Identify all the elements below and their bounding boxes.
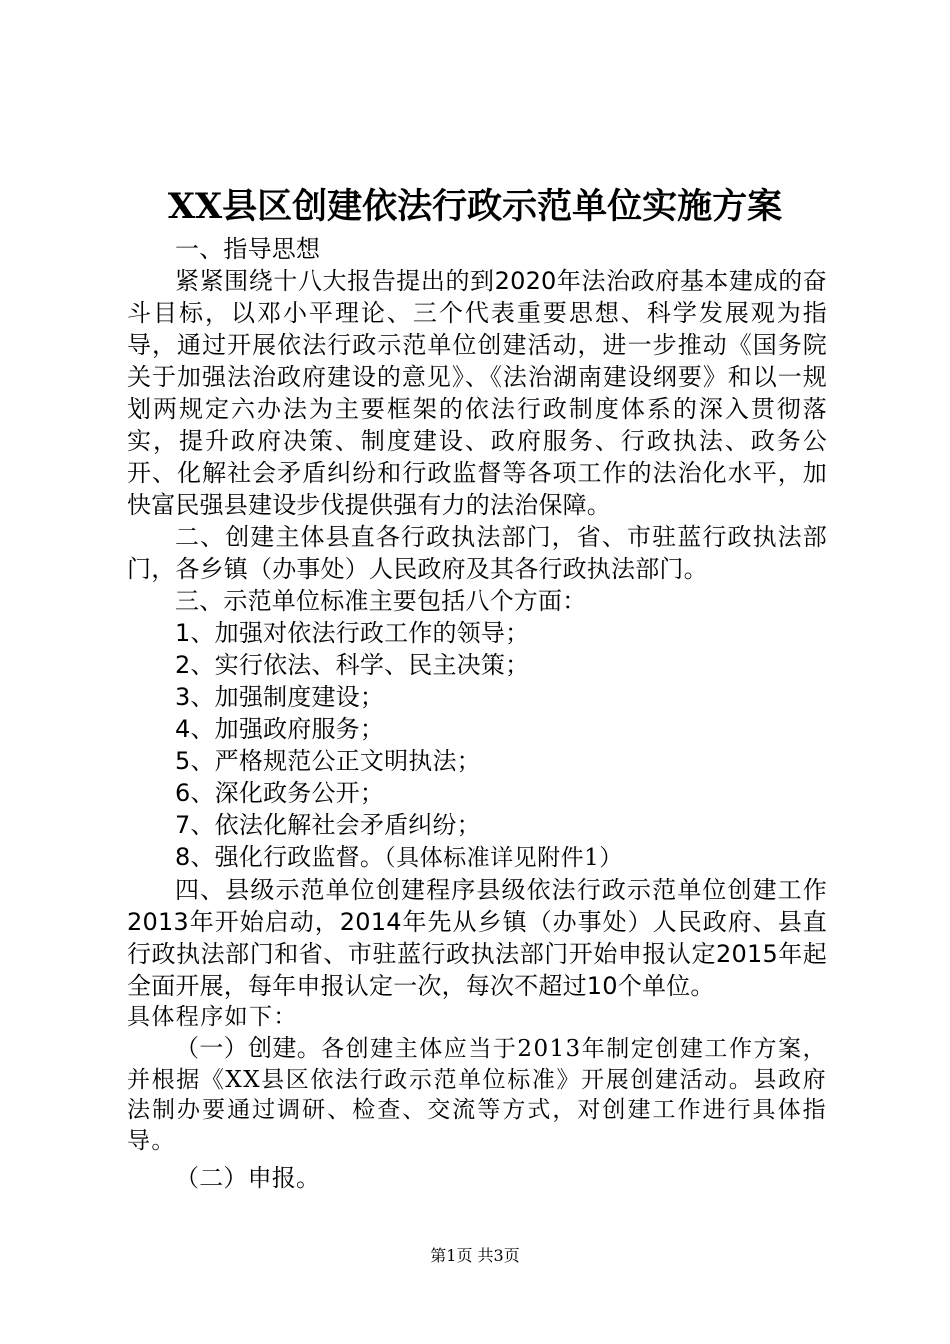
document-body bbox=[127, 233, 827, 1194]
paragraph-creation-procedure: 四、县级示范单位创建程序县级依法行政示范单位创建工作2013年开始启动，2014年先从乡镇（办事处）人民政府、县直行政执法部门和省、市驻蓝行政执法部门开始申报认定2015年起全面开展，每年申报认定一次，每次不超过10个单位。 bbox=[127, 875, 827, 1000]
standard-item-1: 1、加强对依法行政工作的领导； bbox=[175, 619, 530, 647]
paragraph-guiding-thought: 紧紧围绕十八大报告提出的到2020年法治政府基本建成的奋斗目标，以邓小平理论、三个代表重要思想、科学发展观为指导，通过开展依法行政示范单位创建活动，进一步推动《国务院关于加强法治政府建设的意见》、《法治湖南建设纲要》和以一规划两规定六办法为主要框架的依法行政制度体系的深入贯彻落实，提升政府决策、制度建设、政府服务、行政执法、政务公开、化解社会矛盾纠纷和行政监督等各项工作的法治化水平，加快富民强县建设步伐提供强有力的法治保障。 bbox=[127, 267, 827, 519]
document-title: XX县区创建依法行政示范单位实施方案 bbox=[167, 186, 783, 227]
page-footer: 第1页 共3页 bbox=[430, 1246, 520, 1265]
standard-item-4: 4、加强政府服务； bbox=[175, 715, 385, 743]
step-create-text: 各创建主体应当于2013年制定创建工作方案，并根据《XX县区依法行政示范单位标准》开展创建活动。县政府法制办要通过调研、检查、交流等方式，对创建工作进行具体指导。 bbox=[127, 1036, 828, 1154]
standard-item-8 bbox=[127, 841, 827, 874]
standard-item-5: 5、严格规范公正文明执法； bbox=[175, 747, 481, 775]
standard-item-6: 6、深化政务公开； bbox=[175, 779, 385, 807]
standard-item-3: 3、加强制度建设； bbox=[175, 683, 385, 711]
standard-item-7: 7、依法化解社会矛盾纠纷； bbox=[175, 811, 481, 839]
paragraph-creation-subjects: 二、创建主体县直各行政执法部门，省、市驻蓝行政执法部门，各乡镇（办事处）人民政府及其各行政执法部门。 bbox=[127, 523, 827, 583]
standard-item-2: 2、实行依法、科学、民主决策； bbox=[175, 651, 530, 679]
heading-guiding-thought: 一、指导思想 bbox=[175, 235, 321, 263]
paragraph-step-apply: （二）申报。 bbox=[175, 1164, 321, 1192]
step-create-label: （一）创建。 bbox=[175, 1034, 322, 1062]
standard-item-8-note: （具体标准详见附件1） bbox=[384, 845, 623, 871]
paragraph-step-create bbox=[127, 1032, 827, 1156]
heading-standards: 三、示范单位标准主要包括八个方面： bbox=[175, 587, 587, 615]
standard-item-8-text: 8、强化行政监督。 bbox=[175, 843, 385, 871]
paragraph-procedure-intro: 具体程序如下： bbox=[127, 1003, 298, 1030]
